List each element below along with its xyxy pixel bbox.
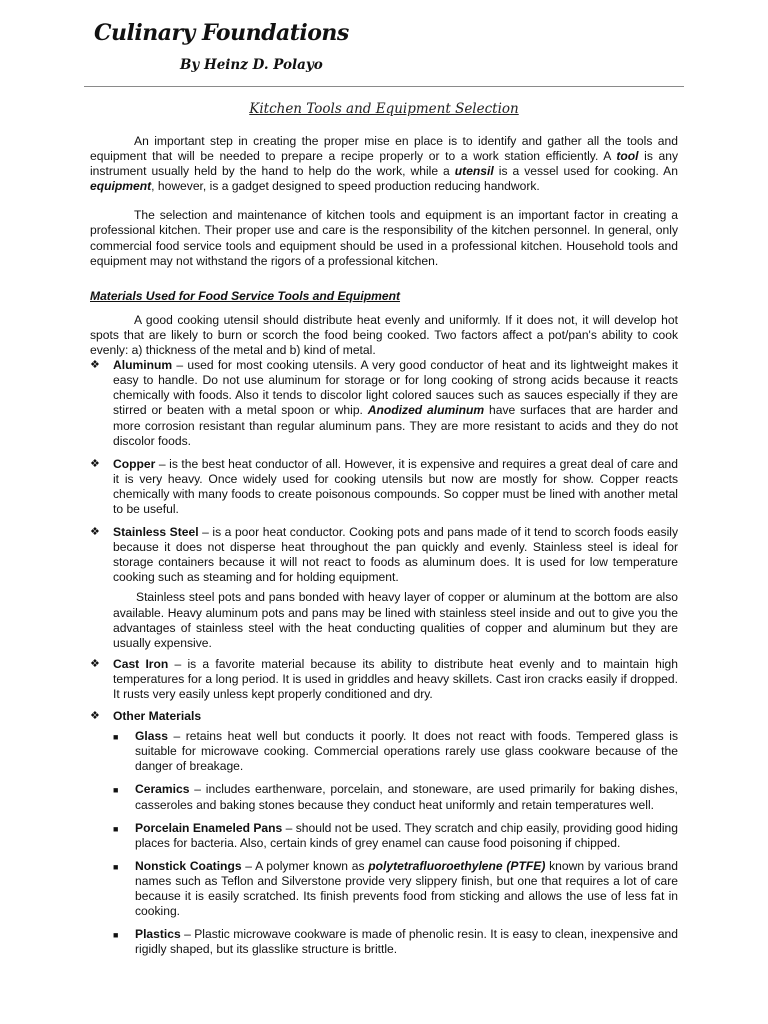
diamond-bullet-icon: ❖	[90, 657, 100, 670]
section-heading-materials: Materials Used for Food Service Tools and Equipment	[90, 288, 401, 303]
square-bullet-icon: ■	[113, 823, 119, 834]
list-item-cast-iron: ❖ Cast Iron – is a favorite material because its ability to distribute heat evenly and to maintain high temperatures for a long period. It is used in griddles and heavy skillets. Cast iron cracks easily if dropped. It rusts very easily unless kept properly conditioned and dry.	[90, 656, 678, 701]
square-bullet-icon: ■	[113, 930, 119, 941]
document-title: Kitchen Tools and Equipment Selection	[249, 101, 519, 117]
list-item-porcelain-enameled-pans: ■ Porcelain Enameled Pans – should not be used. They scratch and chip easily, providing good hiding places for bacteria. Also, certain kinds of grey enamel can cause food poisoning if chipped.	[113, 820, 678, 850]
brand-title: Culinary Foundations	[94, 20, 349, 46]
header-rule	[84, 86, 684, 87]
list-item-glass: ■ Glass – retains heat well but conducts it poorly. It does not react with foods. Tempered glass is suitable for microwave cooking. Commercial operations rarely use glass cookware because of the danger of breakage.	[113, 729, 678, 774]
list-item-other-materials: ❖ Other Materials	[90, 709, 202, 724]
materials-intro: A good cooking utensil should distribute heat evenly and uniformly. If it does not, it will develop hot spots that are likely to burn or scorch the food being cooked. Two factors affect a pot/pan's ability to cook evenly: a) thickness of the metal and b) kind of metal.	[90, 312, 678, 358]
intro-paragraph-2: The selection and maintenance of kitchen tools and equipment is an important factor in creating a professional kitchen. Their proper use and care is the responsibility of the kitchen personnel. In general, only commercial food service tools and equipment should be used in a professional kitchen. Household tools and equipment may not withstand the rigors of a professional kitchen.	[90, 208, 678, 268]
diamond-bullet-icon: ❖	[90, 526, 100, 539]
author-byline: By Heinz D. Polayo	[180, 57, 323, 73]
diamond-bullet-icon: ❖	[90, 710, 100, 723]
diamond-bullet-icon: ❖	[90, 359, 100, 372]
diamond-bullet-icon: ❖	[90, 457, 100, 470]
square-bullet-icon: ■	[113, 785, 119, 796]
list-item-nonstick-coatings: ■ Nonstick Coatings – A polymer known as polytetrafluoroethylene (PTFE) known by various brand names such as Teflon and Silverstone provide very slippery finish, but one that requires a lot of care because it is easily scratched. Its finish prevents food from sticking and allows the use of less fat in cooking.	[113, 858, 678, 919]
list-item-ceramics: ■ Ceramics – includes earthenware, porcelain, and stoneware, are used primarily for baking dishes, casseroles and baking stones because they conduct heat uniformly and retain temperatures well.	[113, 782, 678, 812]
square-bullet-icon: ■	[113, 732, 119, 743]
list-item-plastics: ■ Plastics – Plastic microwave cookware is made of phenolic resin. It is easy to clean, inexpensive and rigidly shaped, but its glasslike structure is brittle.	[113, 927, 678, 957]
list-item-aluminum: ❖ Aluminum – used for most cooking utensils. A very good conductor of heat and its lightweight makes it easy to handle. Do not use aluminum for storage or for long cooking of strong acids because it reacts chemically with foods. Also it tends to discolor light colored sauces such as sauces especially if they are stirred or beaten with a metal spoon or whip. Anodized aluminum have surfaces that are harder and more corrosion resistant than regular aluminum pans. They are more resistant to acids and they do not discolor foods.	[90, 358, 678, 448]
stainless-steel-paragraph-2: Stainless steel pots and pans bonded with heavy layer of copper or aluminum at the bottom are also available. Heavy aluminum pots and pans may be lined with stainless steel inside and out to give you the advantages of stainless steel with the heat conducting qualities of copper and aluminum but they are usually expensive.	[113, 590, 678, 650]
list-item-stainless-steel: ❖ Stainless Steel – is a poor heat conductor. Cooking pots and pans made of it tend to scorch foods easily because it does not disperse heat throughout the pan quickly and evenly. Stainless steel is ideal for storage containers because it will not react to foods as aluminum does. It is used for low temperature cooking such as steaming and for holding equipment.	[90, 525, 678, 585]
intro-paragraph-1: An important step in creating the proper mise en place is to identify and gather all the tools and equipment that will be needed to prepare a recipe properly or to a work station efficiently. A tool is any instrument usually held by the hand to help do the work, while a utensil is a vessel used for cooking. An equipment, however, is a gadget designed to speed production reducing handwork.	[90, 134, 679, 194]
document-body	[90, 134, 678, 962]
list-item-copper: ❖ Copper – is the best heat conductor of all. However, it is expensive and requires a great deal of care and it is very heavy. Once widely used for cooking utensils but now are mostly for show. Copper reacts chemically with many foods to create poisonous compounds. So copper must be lined with another metal to be useful.	[90, 456, 678, 516]
square-bullet-icon: ■	[113, 861, 119, 872]
